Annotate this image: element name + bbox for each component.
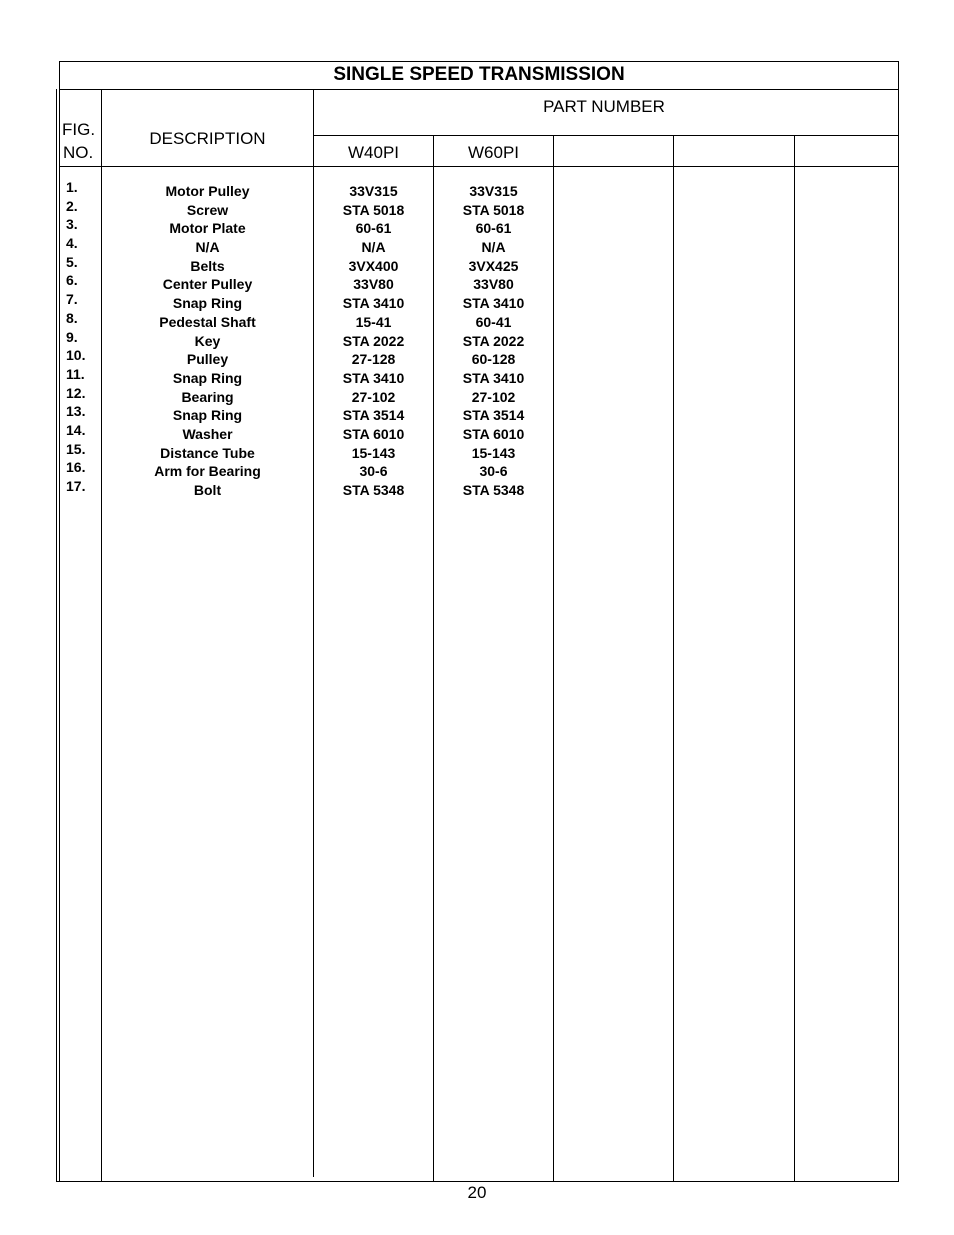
w40pi-part-number: STA 3410 xyxy=(342,369,405,386)
description-header: DESCRIPTION xyxy=(149,129,266,148)
part-description: Snap Ring xyxy=(172,369,243,386)
w60pi-part-number: 33V80 xyxy=(473,276,514,293)
w60pi-part-number: 15-143 xyxy=(471,444,516,461)
fig-number: 5. xyxy=(66,253,78,270)
w40pi-column xyxy=(314,182,433,500)
w40pi-part-number: 60-61 xyxy=(355,220,392,237)
w60-col-divider xyxy=(553,135,554,1181)
w60pi-part-number: 3VX425 xyxy=(468,257,519,274)
blank-col-divider-1 xyxy=(673,135,674,1181)
fig-number: 14. xyxy=(66,421,86,438)
part-description: Center Pulley xyxy=(162,276,253,293)
w60pi-part-number: STA 3410 xyxy=(462,369,525,386)
title-bottom-border xyxy=(59,89,899,90)
w40pi-part-number: 33V315 xyxy=(349,183,398,199)
table-top-border xyxy=(59,61,899,62)
fig-number: 6. xyxy=(66,272,78,289)
w40pi-part-number: STA 6010 xyxy=(342,425,405,442)
fig-number: 4. xyxy=(66,235,78,252)
part-number-divider xyxy=(313,135,899,136)
w60pi-part-number: STA 2022 xyxy=(462,332,525,349)
w40pi-part-number: 33V80 xyxy=(353,276,394,293)
part-description: Screw xyxy=(186,201,229,218)
table-right-border xyxy=(898,61,899,1182)
w60pi-part-number: STA 3410 xyxy=(462,295,525,312)
fig-header-line2: NO. xyxy=(63,143,94,162)
part-description: Pulley xyxy=(186,351,229,368)
w60pi-part-number: STA 5018 xyxy=(462,201,525,218)
part-description: Arm for Bearing xyxy=(154,463,261,480)
part-description: Pedestal Shaft xyxy=(159,313,256,330)
header-bottom-border xyxy=(59,166,899,167)
w60pi-part-number: 27-102 xyxy=(471,388,516,405)
w60pi-part-number: N/A xyxy=(481,239,506,256)
w40pi-part-number: STA 5018 xyxy=(342,201,405,218)
blank-col-divider-2 xyxy=(794,135,795,1181)
w40pi-part-number: STA 5348 xyxy=(342,482,405,498)
fig-number-column xyxy=(66,178,96,496)
part-description: Key xyxy=(194,332,221,349)
w60pi-column xyxy=(434,182,553,500)
part-description: Motor Plate xyxy=(169,220,246,237)
table-bottom-border xyxy=(56,1181,899,1182)
w40pi-header: W40PI xyxy=(347,143,400,162)
fig-number: 11. xyxy=(66,365,85,382)
w60pi-part-number: 60-61 xyxy=(475,220,512,237)
part-description: Snap Ring xyxy=(172,295,243,312)
w60pi-part-number: 30-6 xyxy=(479,463,508,480)
fig-number: 17. xyxy=(66,478,86,494)
w40pi-part-number: STA 3410 xyxy=(342,295,405,312)
description-column xyxy=(102,182,313,500)
fig-number: 12. xyxy=(66,384,86,401)
w60pi-part-number: 60-41 xyxy=(475,313,512,330)
w60pi-part-number: 33V315 xyxy=(469,183,518,199)
w40pi-part-number: STA 2022 xyxy=(342,332,405,349)
fig-header-line1: FIG. xyxy=(62,120,96,139)
fig-number: 15. xyxy=(66,440,86,457)
page-title: SINGLE SPEED TRANSMISSION xyxy=(333,64,625,85)
w40pi-part-number: 3VX400 xyxy=(348,257,399,274)
part-description: Bearing xyxy=(181,388,234,405)
fig-number: 13. xyxy=(66,403,86,420)
table-left-border-outer xyxy=(56,89,57,1182)
fig-number: 10. xyxy=(66,347,86,364)
w60pi-part-number: STA 5348 xyxy=(462,482,525,498)
part-description: N/A xyxy=(195,239,220,256)
w60pi-part-number: 60-128 xyxy=(471,351,516,368)
w40pi-part-number: 27-128 xyxy=(351,351,396,368)
part-number-header: PART NUMBER xyxy=(543,97,665,116)
part-description: Bolt xyxy=(193,482,222,498)
w60pi-part-number: STA 6010 xyxy=(462,425,525,442)
w40pi-part-number: N/A xyxy=(361,239,386,256)
fig-number: 7. xyxy=(66,291,78,308)
fig-number: 8. xyxy=(66,309,78,326)
part-description: Washer xyxy=(182,425,233,442)
w40pi-part-number: 15-41 xyxy=(355,313,392,330)
fig-number: 1. xyxy=(66,179,78,195)
table-left-border xyxy=(59,61,60,1182)
w40pi-part-number: 15-143 xyxy=(351,444,396,461)
fig-number: 16. xyxy=(66,459,86,476)
w40pi-part-number: STA 3514 xyxy=(342,407,405,424)
part-description: Belts xyxy=(190,257,225,274)
page-number: 20 xyxy=(467,1183,487,1202)
part-description: Snap Ring xyxy=(172,407,243,424)
w40pi-part-number: 27-102 xyxy=(351,388,396,405)
w40pi-part-number: 30-6 xyxy=(359,463,388,480)
part-description: Distance Tube xyxy=(160,444,255,461)
fig-number: 9. xyxy=(66,328,78,345)
w60pi-part-number: STA 3514 xyxy=(462,407,525,424)
fig-number: 3. xyxy=(66,216,78,233)
w60pi-header: W60PI xyxy=(467,143,520,162)
part-description: Motor Pulley xyxy=(165,183,250,199)
fig-number: 2. xyxy=(66,197,78,214)
